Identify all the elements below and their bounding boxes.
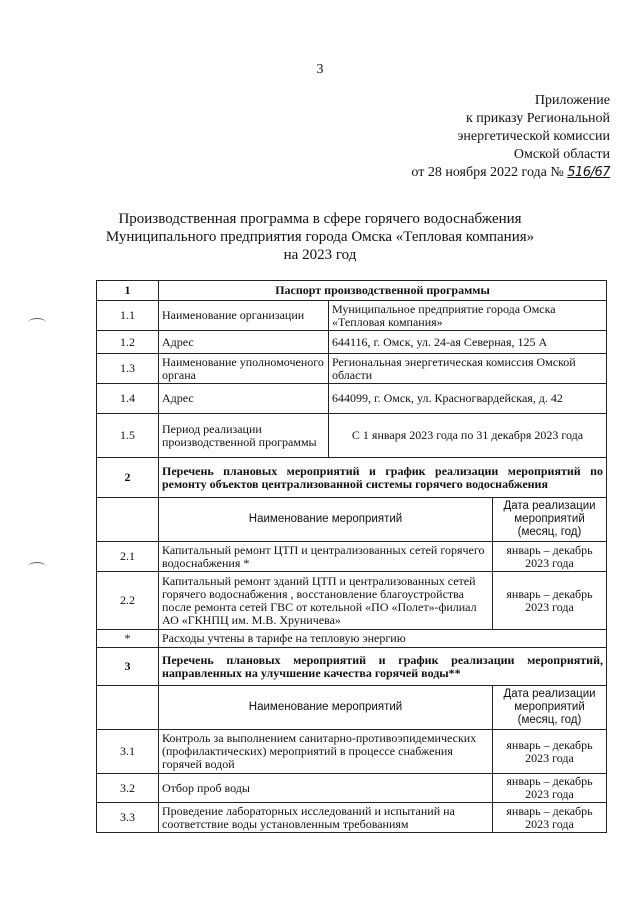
row-number: 1.1 bbox=[97, 301, 159, 331]
table-row bbox=[97, 572, 607, 630]
appendix-line: Приложение bbox=[534, 93, 610, 108]
row-name: Капитальный ремонт ЦТП и централизованных сетей горячего водоснабжения * bbox=[159, 542, 493, 572]
section-header-row bbox=[97, 648, 607, 686]
row-value: Региональная энергетическая комиссия Омской области bbox=[329, 354, 607, 384]
row-date: январь – декабрь 2023 года bbox=[493, 572, 607, 630]
row-label: Адрес bbox=[159, 331, 329, 354]
row-value: 644099, г. Омск, ул. Красногвардейская, д. 42 bbox=[329, 384, 607, 414]
note-text: Расходы учтены в тарифе на тепловую энергию bbox=[159, 630, 607, 648]
row-number: 1.2 bbox=[97, 331, 159, 354]
row-label: Адрес bbox=[159, 384, 329, 414]
row-date: январь – декабрь 2023 года bbox=[493, 803, 607, 833]
row-value: С 1 января 2023 года по 31 декабря 2023 года bbox=[329, 414, 607, 458]
column-header-row bbox=[97, 686, 607, 730]
row-number: 3.3 bbox=[97, 803, 159, 833]
document-title bbox=[0, 210, 640, 264]
row-label: Наименование организации bbox=[159, 301, 329, 331]
table-row bbox=[97, 414, 607, 458]
row-label: Период реализации производственной программы bbox=[159, 414, 329, 458]
table-row bbox=[97, 384, 607, 414]
section-title: Перечень плановых мероприятий и график реализации мероприятий, направленных на улучшение качества горячей воды** bbox=[159, 648, 607, 686]
column-header-date: Дата реализации мероприятий (месяц, год) bbox=[493, 498, 607, 542]
section-title: Паспорт производственной программы bbox=[159, 281, 607, 301]
title-line: Муниципального предприятия города Омска «Тепловая компания» bbox=[105, 229, 535, 245]
row-value: 644116, г. Омск, ул. 24-ая Северная, 125 А bbox=[329, 331, 607, 354]
title-line: на 2023 год bbox=[283, 247, 357, 263]
column-header-name: Наименование мероприятий bbox=[159, 686, 493, 730]
row-name: Отбор проб воды bbox=[159, 774, 493, 803]
appendix-block bbox=[411, 92, 610, 182]
row-name: Контроль за выполнением санитарно-противоэпидемических (профилактических) мероприятий в процессе снабжения горячей водой bbox=[159, 730, 493, 774]
row-number: 2.1 bbox=[97, 542, 159, 572]
program-table bbox=[96, 280, 607, 833]
row-number: 1.4 bbox=[97, 384, 159, 414]
row-number: 3.2 bbox=[97, 774, 159, 803]
appendix-line: энергетической комиссии bbox=[457, 129, 610, 144]
section-title: Перечень плановых мероприятий и график реализации мероприятий по ремонту объектов централизованной системы горячего водоснабжения bbox=[159, 458, 607, 498]
row-date: январь – декабрь 2023 года bbox=[493, 730, 607, 774]
margin-mark bbox=[28, 562, 46, 571]
row-value: Муниципальное предприятие города Омска «Тепловая компания» bbox=[329, 301, 607, 331]
row-number: 1.3 bbox=[97, 354, 159, 384]
order-number: 516/67 bbox=[567, 165, 610, 180]
empty-cell bbox=[97, 686, 159, 730]
row-number: 3.1 bbox=[97, 730, 159, 774]
table-row bbox=[97, 803, 607, 833]
row-date: январь – декабрь 2023 года bbox=[493, 774, 607, 803]
note-mark: * bbox=[97, 630, 159, 648]
section-header-row bbox=[97, 281, 607, 301]
appendix-date-line bbox=[411, 164, 610, 182]
appendix-date: от 28 ноября 2022 года № bbox=[411, 165, 564, 180]
table-row bbox=[97, 301, 607, 331]
note-row bbox=[97, 630, 607, 648]
appendix-line: Омской области bbox=[513, 147, 610, 162]
column-header-date: Дата реализации мероприятий (месяц, год) bbox=[493, 686, 607, 730]
empty-cell bbox=[97, 498, 159, 542]
row-number: 1.5 bbox=[97, 414, 159, 458]
section-number: 3 bbox=[97, 648, 159, 686]
table-row bbox=[97, 730, 607, 774]
table-row bbox=[97, 774, 607, 803]
row-number: 2.2 bbox=[97, 572, 159, 630]
page-number: 3 bbox=[316, 62, 324, 77]
title-line: Производственная программа в сфере горячего водоснабжения bbox=[118, 211, 522, 227]
section-header-row bbox=[97, 458, 607, 498]
table-row bbox=[97, 542, 607, 572]
row-name: Капитальный ремонт зданий ЦТП и централизованных сетей горячего водоснабжения , восстановление благоустройства после ремонта сетей ГВС от котельной «ПО «Полет»-филиал АО «ГКНПЦ им. М.В. Хруничева» bbox=[159, 572, 493, 630]
section-number: 1 bbox=[97, 281, 159, 301]
section-number: 2 bbox=[97, 458, 159, 498]
table-row bbox=[97, 331, 607, 354]
row-date: январь – декабрь 2023 года bbox=[493, 542, 607, 572]
table-row bbox=[97, 354, 607, 384]
column-header-name: Наименование мероприятий bbox=[159, 498, 493, 542]
row-name: Проведение лабораторных исследований и испытаний на соответствие воды установленным требованиям bbox=[159, 803, 493, 833]
column-header-row bbox=[97, 498, 607, 542]
row-label: Наименование уполномоченого органа bbox=[159, 354, 329, 384]
appendix-line: к приказу Региональной bbox=[465, 111, 610, 126]
margin-mark bbox=[28, 318, 46, 327]
